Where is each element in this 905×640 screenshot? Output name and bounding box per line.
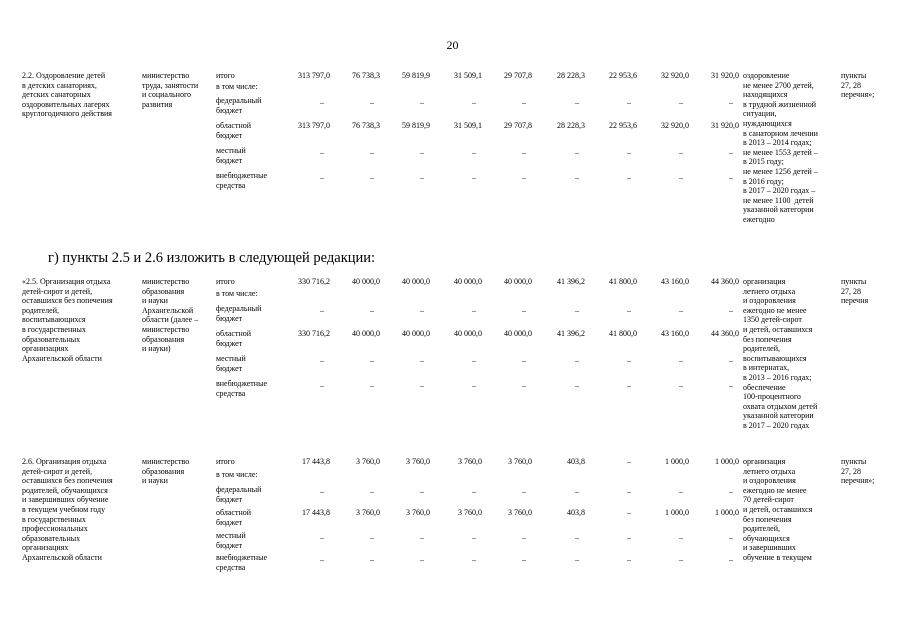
- cell-total-2: 40 000,0: [402, 277, 430, 286]
- cell-regional-4: 40 000,0: [504, 329, 532, 338]
- cell-regional-1: 40 000,0: [352, 329, 380, 338]
- row-label-total: итого: [216, 457, 235, 466]
- cell-extra-2: –: [420, 555, 424, 564]
- cell-federal-2: –: [420, 98, 424, 107]
- cell-extra-6: –: [627, 381, 631, 390]
- item-reference: пункты 27, 28 перечня»;: [841, 71, 875, 100]
- row-label-federal: федеральный бюджет: [216, 304, 262, 323]
- cell-regional-6: 22 953,6: [609, 121, 637, 130]
- cell-regional-2: 59 819,9: [402, 121, 430, 130]
- cell-regional-2: 40 000,0: [402, 329, 430, 338]
- cell-extra-6: –: [627, 555, 631, 564]
- cell-extra-0: –: [320, 555, 324, 564]
- cell-local-5: –: [575, 356, 579, 365]
- cell-local-6: –: [627, 356, 631, 365]
- cell-regional-5: 41 396,2: [557, 329, 585, 338]
- cell-regional-4: 29 707,8: [504, 121, 532, 130]
- cell-local-1: –: [370, 148, 374, 157]
- cell-federal-1: –: [370, 487, 374, 496]
- cell-local-8: –: [729, 533, 733, 542]
- cell-extra-5: –: [575, 381, 579, 390]
- cell-federal-0: –: [320, 306, 324, 315]
- cell-total-7: 1 000,0: [665, 457, 689, 466]
- cell-local-7: –: [679, 148, 683, 157]
- cell-local-8: –: [729, 148, 733, 157]
- cell-regional-2: 3 760,0: [406, 508, 430, 517]
- cell-total-1: 76 738,3: [352, 71, 380, 80]
- cell-local-7: –: [679, 356, 683, 365]
- cell-local-6: –: [627, 533, 631, 542]
- row-label-regional: областной бюджет: [216, 329, 252, 348]
- cell-extra-0: –: [320, 381, 324, 390]
- cell-regional-4: 3 760,0: [508, 508, 532, 517]
- row-label-federal: федеральный бюджет: [216, 96, 262, 115]
- cell-federal-5: –: [575, 487, 579, 496]
- cell-local-4: –: [522, 533, 526, 542]
- cell-federal-3: –: [472, 306, 476, 315]
- cell-extra-8: –: [729, 555, 733, 564]
- cell-federal-2: –: [420, 306, 424, 315]
- cell-regional-8: 44 360,0: [711, 329, 739, 338]
- cell-total-5: 403,8: [567, 457, 585, 466]
- row-label-including: в том числе:: [216, 82, 258, 91]
- cell-total-8: 1 000,0: [715, 457, 739, 466]
- row-label-extra: внебюджетные средства: [216, 553, 267, 572]
- cell-federal-5: –: [575, 306, 579, 315]
- cell-federal-3: –: [472, 98, 476, 107]
- cell-regional-5: 28 228,3: [557, 121, 585, 130]
- cell-total-3: 31 509,1: [454, 71, 482, 80]
- row-label-including: в том числе:: [216, 289, 258, 298]
- cell-extra-3: –: [472, 381, 476, 390]
- cell-regional-0: 330 716,2: [298, 329, 330, 338]
- cell-federal-5: –: [575, 98, 579, 107]
- cell-extra-0: –: [320, 173, 324, 182]
- cell-extra-7: –: [679, 381, 683, 390]
- cell-extra-3: –: [472, 555, 476, 564]
- cell-local-1: –: [370, 356, 374, 365]
- cell-local-6: –: [627, 148, 631, 157]
- cell-federal-7: –: [679, 487, 683, 496]
- cell-extra-8: –: [729, 381, 733, 390]
- cell-extra-1: –: [370, 381, 374, 390]
- cell-regional-7: 32 920,0: [661, 121, 689, 130]
- cell-regional-0: 313 797,0: [298, 121, 330, 130]
- item-executor: министерство образования и науки: [142, 457, 190, 486]
- cell-federal-6: –: [627, 98, 631, 107]
- cell-regional-5: 403,8: [567, 508, 585, 517]
- cell-local-0: –: [320, 148, 324, 157]
- cell-extra-5: –: [575, 555, 579, 564]
- cell-local-4: –: [522, 148, 526, 157]
- cell-extra-8: –: [729, 173, 733, 182]
- item-indicator: оздоровление не менее 2700 детей, находящихся в трудной жизненной ситуации, нуждающихся в санаторном лечении в 2013 – 2014 годах; не менее 1553 детей – в 2015 году; не менее 1256 детей – в 2016 году; в 2017 – 2020 годах – не менее 1100 детей указанной категории ежегодно: [743, 71, 818, 224]
- cell-total-3: 3 760,0: [458, 457, 482, 466]
- cell-extra-6: –: [627, 173, 631, 182]
- cell-federal-1: –: [370, 306, 374, 315]
- cell-extra-7: –: [679, 173, 683, 182]
- cell-extra-1: –: [370, 555, 374, 564]
- item-name: 2.2. Оздоровление детей в детских санаториях, детских санаторных оздоровительных лагерях круглогодичного действия: [22, 71, 112, 119]
- row-label-local: местный бюджет: [216, 354, 246, 373]
- cell-total-8: 31 920,0: [711, 71, 739, 80]
- cell-local-2: –: [420, 533, 424, 542]
- cell-total-2: 3 760,0: [406, 457, 430, 466]
- cell-local-2: –: [420, 148, 424, 157]
- cell-local-5: –: [575, 148, 579, 157]
- cell-extra-7: –: [679, 555, 683, 564]
- row-label-extra: внебюджетные средства: [216, 379, 267, 398]
- amendment-heading: г) пункты 2.5 и 2.6 изложить в следующей редакции:: [48, 250, 376, 266]
- cell-local-3: –: [472, 148, 476, 157]
- cell-total-1: 40 000,0: [352, 277, 380, 286]
- cell-regional-7: 1 000,0: [665, 508, 689, 517]
- cell-local-1: –: [370, 533, 374, 542]
- row-label-including: в том числе:: [216, 470, 258, 479]
- cell-extra-3: –: [472, 173, 476, 182]
- cell-total-1: 3 760,0: [356, 457, 380, 466]
- cell-extra-4: –: [522, 381, 526, 390]
- item-indicator: организация летнего отдыха и оздоровления ежегодно не менее 1350 детей-сирот и детей, оставшихся без попечения родителей, воспитывающихся в интернатах, в 2013 – 2016 годах; обеспечение 100-процентного охвата отдыхом детей указанной категории в 2017 – 2020 годах: [743, 277, 818, 430]
- cell-total-6: 41 800,0: [609, 277, 637, 286]
- cell-total-4: 3 760,0: [508, 457, 532, 466]
- item-executor: министерство образования и науки Архангельской области (далее – министерство образования и науки): [142, 277, 199, 354]
- cell-total-5: 28 228,3: [557, 71, 585, 80]
- cell-extra-2: –: [420, 381, 424, 390]
- cell-federal-4: –: [522, 306, 526, 315]
- row-label-federal: федеральный бюджет: [216, 485, 262, 504]
- cell-local-8: –: [729, 356, 733, 365]
- cell-federal-8: –: [729, 487, 733, 496]
- cell-federal-2: –: [420, 487, 424, 496]
- cell-total-4: 40 000,0: [504, 277, 532, 286]
- cell-federal-0: –: [320, 487, 324, 496]
- cell-total-0: 17 443,8: [302, 457, 330, 466]
- row-label-total: итого: [216, 277, 235, 286]
- cell-local-4: –: [522, 356, 526, 365]
- cell-federal-7: –: [679, 306, 683, 315]
- cell-regional-8: 31 920,0: [711, 121, 739, 130]
- cell-extra-2: –: [420, 173, 424, 182]
- row-label-local: местный бюджет: [216, 531, 246, 550]
- item-name: «2.5. Организация отдыха детей-сирот и детей, оставшихся без попечения родителей, воспитывающихся в государственных образовательных организациях Архангельской области: [22, 277, 113, 363]
- cell-total-6: –: [627, 457, 631, 466]
- cell-total-7: 43 160,0: [661, 277, 689, 286]
- item-executor: министерство труда, занятости и социального развития: [142, 71, 199, 109]
- cell-regional-6: –: [627, 508, 631, 517]
- cell-extra-4: –: [522, 173, 526, 182]
- row-label-regional: областной бюджет: [216, 508, 252, 527]
- row-label-total: итого: [216, 71, 235, 80]
- item-name: 2.6. Организация отдыха детей-сирот и детей, оставшихся без попечения родителей, обучающихся и завершивших обучение в текущем учебном году в государственных профессиональных образовательных организациях Архангельской области: [22, 457, 113, 562]
- cell-total-4: 29 707,8: [504, 71, 532, 80]
- item-reference: пункты 27, 28 перечня»;: [841, 457, 875, 486]
- cell-local-3: –: [472, 533, 476, 542]
- cell-total-7: 32 920,0: [661, 71, 689, 80]
- cell-total-2: 59 819,9: [402, 71, 430, 80]
- cell-local-0: –: [320, 533, 324, 542]
- cell-regional-6: 41 800,0: [609, 329, 637, 338]
- row-label-extra: внебюджетные средства: [216, 171, 267, 190]
- cell-regional-1: 3 760,0: [356, 508, 380, 517]
- page-number: 20: [446, 38, 459, 52]
- cell-federal-7: –: [679, 98, 683, 107]
- cell-local-7: –: [679, 533, 683, 542]
- cell-federal-0: –: [320, 98, 324, 107]
- cell-regional-3: 3 760,0: [458, 508, 482, 517]
- cell-total-6: 22 953,6: [609, 71, 637, 80]
- row-label-regional: областной бюджет: [216, 121, 252, 140]
- cell-federal-8: –: [729, 98, 733, 107]
- cell-local-0: –: [320, 356, 324, 365]
- cell-federal-4: –: [522, 487, 526, 496]
- cell-total-0: 330 716,2: [298, 277, 330, 286]
- cell-federal-3: –: [472, 487, 476, 496]
- cell-total-5: 41 396,2: [557, 277, 585, 286]
- cell-regional-7: 43 160,0: [661, 329, 689, 338]
- cell-total-3: 40 000,0: [454, 277, 482, 286]
- cell-total-8: 44 360,0: [711, 277, 739, 286]
- cell-local-2: –: [420, 356, 424, 365]
- cell-regional-3: 31 509,1: [454, 121, 482, 130]
- cell-federal-4: –: [522, 98, 526, 107]
- item-reference: пункты 27, 28 перечня: [841, 277, 869, 306]
- cell-federal-6: –: [627, 306, 631, 315]
- cell-regional-1: 76 738,3: [352, 121, 380, 130]
- cell-regional-0: 17 443,8: [302, 508, 330, 517]
- cell-local-3: –: [472, 356, 476, 365]
- cell-regional-3: 40 000,0: [454, 329, 482, 338]
- cell-total-0: 313 797,0: [298, 71, 330, 80]
- row-label-local: местный бюджет: [216, 146, 246, 165]
- cell-extra-1: –: [370, 173, 374, 182]
- cell-extra-5: –: [575, 173, 579, 182]
- cell-extra-4: –: [522, 555, 526, 564]
- cell-local-5: –: [575, 533, 579, 542]
- cell-federal-6: –: [627, 487, 631, 496]
- cell-federal-8: –: [729, 306, 733, 315]
- cell-federal-1: –: [370, 98, 374, 107]
- item-indicator: организация летнего отдыха и оздоровления ежегодно не менее 70 детей-сирот и детей, оставшихся без попечения родителей, обучающихся и завершивших обучение в текущем: [743, 457, 813, 562]
- cell-regional-8: 1 000,0: [715, 508, 739, 517]
